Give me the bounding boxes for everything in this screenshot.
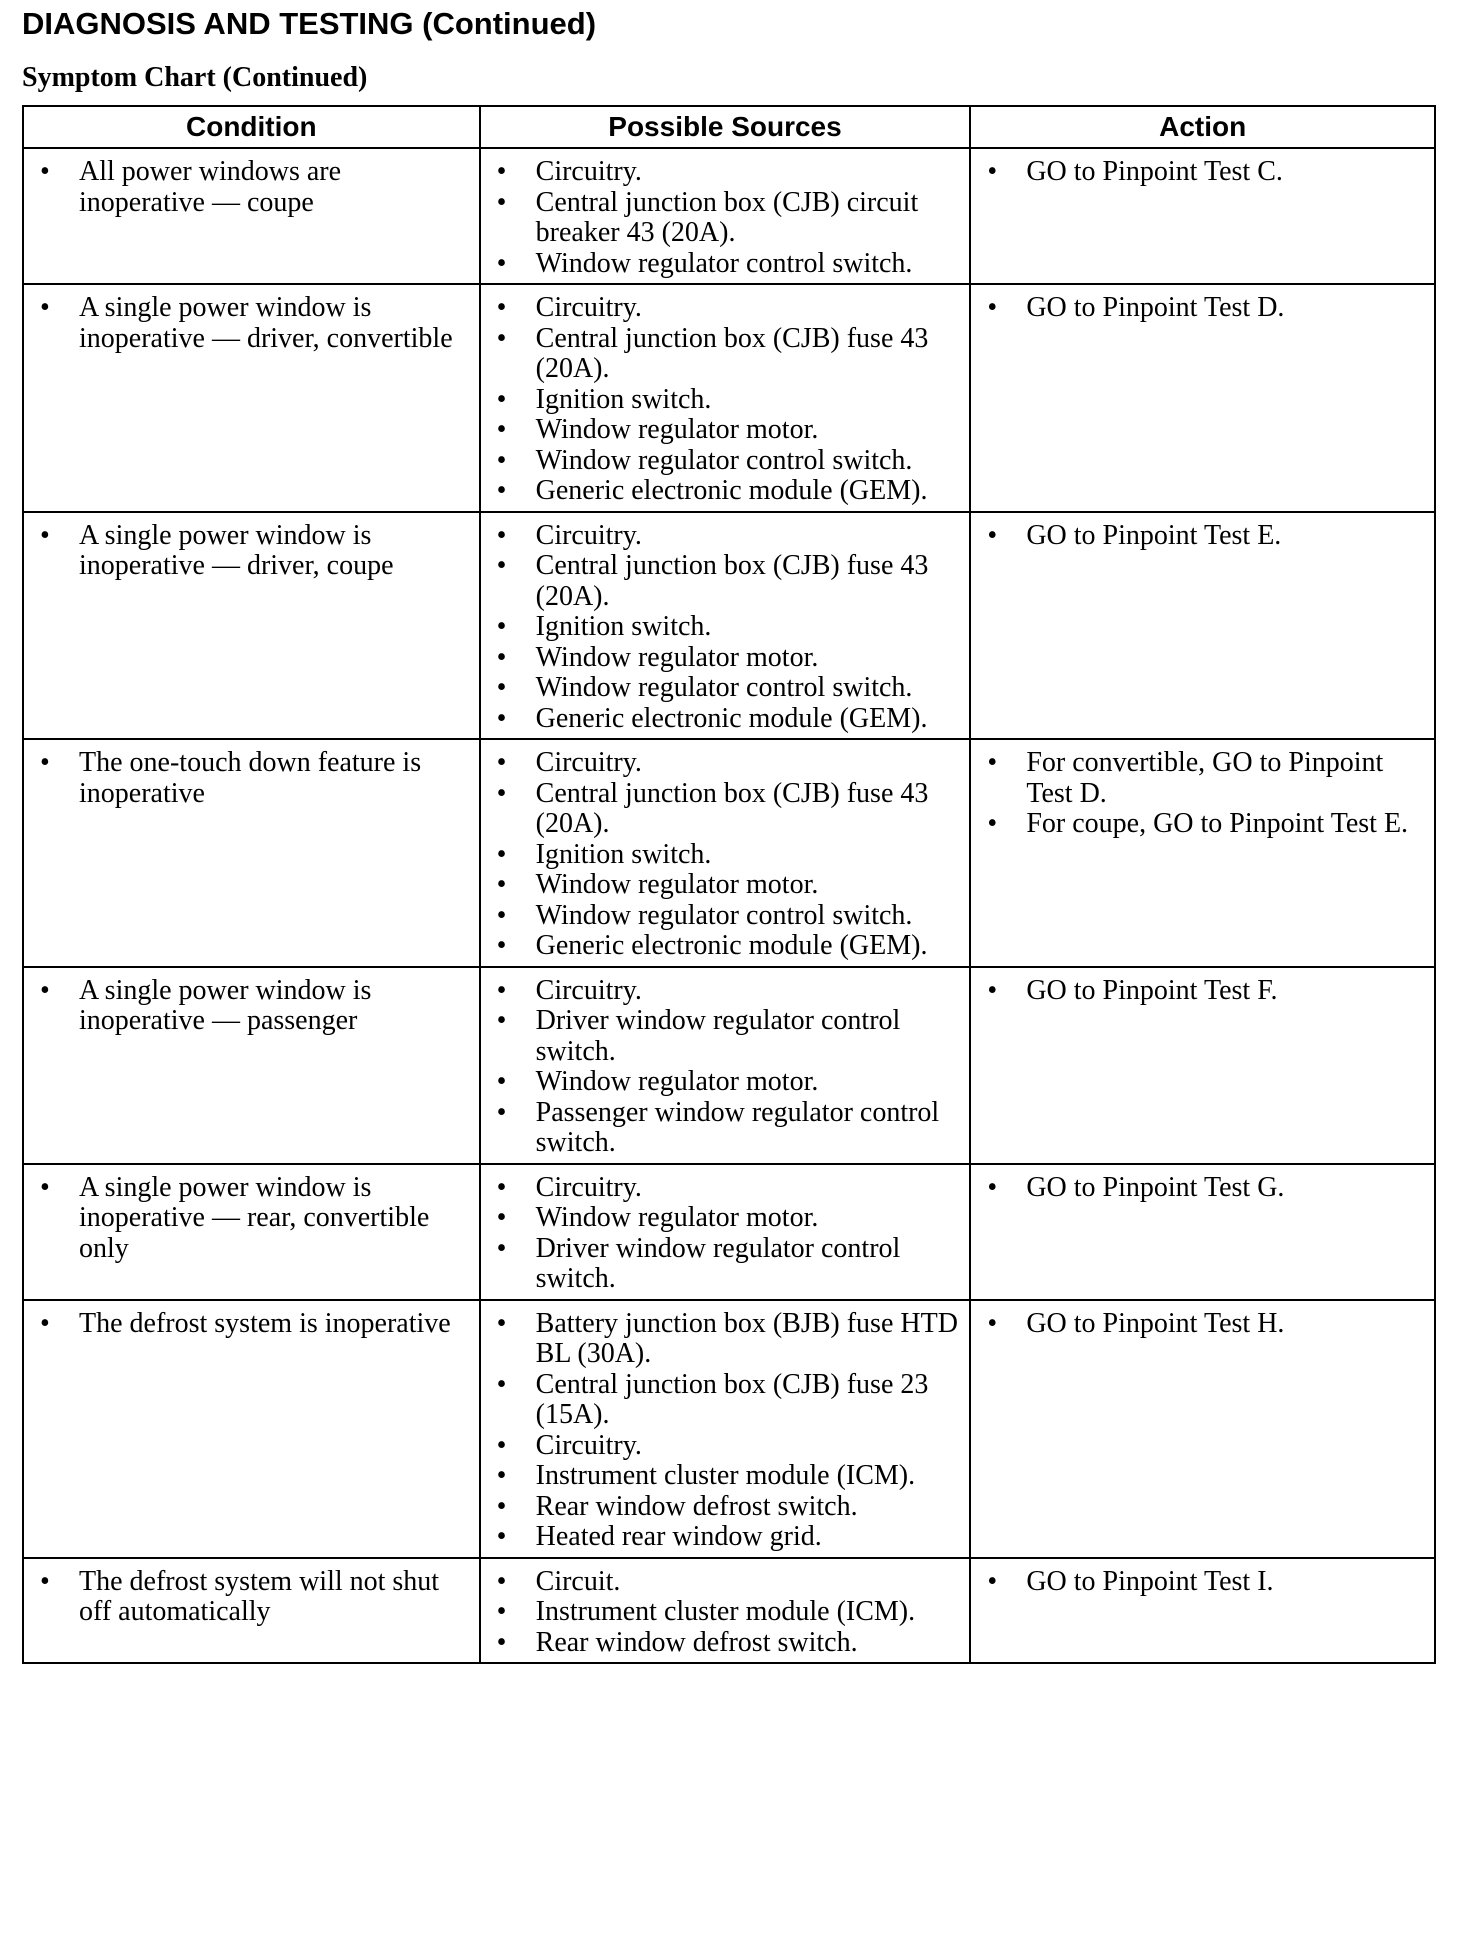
possible-sources-cell [480,148,971,284]
possible-sources-item: • Window regulator motor. [489,1067,962,1098]
condition-cell [23,512,480,740]
possible-sources-list [481,149,970,283]
column-header-action: Action [970,106,1435,148]
table-header-row [23,106,1435,148]
possible-sources-item: • Generic electronic module (GEM). [489,476,962,507]
condition-item: • The defrost system will not shut off automatically [32,1567,471,1628]
condition-cell [23,1300,480,1558]
possible-sources-list [481,285,970,511]
possible-sources-item: • Circuitry. [489,1431,962,1462]
table-row [23,512,1435,740]
symptom-chart-table [22,105,1436,1664]
condition-list [24,149,479,222]
condition-list [24,513,479,586]
condition-list [24,740,479,813]
action-cell [970,284,1435,512]
possible-sources-cell [480,1164,971,1300]
possible-sources-cell [480,967,971,1164]
condition-item: • All power windows are inoperative — coupe [32,157,471,218]
condition-cell [23,1164,480,1300]
possible-sources-item: • Instrument cluster module (ICM). [489,1597,962,1628]
table-row [23,148,1435,284]
condition-item: • The one-touch down feature is inoperative [32,748,471,809]
condition-cell [23,967,480,1164]
action-cell [970,512,1435,740]
condition-list [24,285,479,358]
action-list [971,513,1434,556]
possible-sources-item: • Central junction box (CJB) fuse 43 (20A). [489,551,962,612]
possible-sources-cell [480,1558,971,1664]
possible-sources-item: • Generic electronic module (GEM). [489,931,962,962]
possible-sources-item: • Central junction box (CJB) fuse 43 (20A). [489,324,962,385]
possible-sources-item: • Instrument cluster module (ICM). [489,1461,962,1492]
condition-list [24,1165,479,1269]
possible-sources-item: • Window regulator control switch. [489,901,962,932]
condition-item: • A single power window is inoperative — driver, convertible [32,293,471,354]
possible-sources-item: • Window regulator motor. [489,1203,962,1234]
possible-sources-cell [480,1300,971,1558]
column-header-possible-sources: Possible Sources [480,106,971,148]
action-cell [970,1558,1435,1664]
condition-item: • A single power window is inoperative — driver, coupe [32,521,471,582]
condition-cell [23,148,480,284]
possible-sources-item: • Circuitry. [489,157,962,188]
condition-item: • A single power window is inoperative — passenger [32,976,471,1037]
possible-sources-item: • Window regulator motor. [489,415,962,446]
possible-sources-item: • Window regulator control switch. [489,673,962,704]
possible-sources-list [481,1165,970,1299]
action-cell [970,739,1435,967]
action-list [971,968,1434,1011]
action-list [971,1165,1434,1208]
condition-item: • The defrost system is inoperative [32,1309,471,1340]
condition-list [24,1301,479,1344]
possible-sources-item: • Ignition switch. [489,840,962,871]
table-row [23,284,1435,512]
table-row [23,1558,1435,1664]
action-item: • GO to Pinpoint Test D. [979,293,1426,324]
action-list [971,1559,1434,1602]
possible-sources-item: • Central junction box (CJB) fuse 43 (20A). [489,779,962,840]
action-item: • GO to Pinpoint Test G. [979,1173,1426,1204]
action-cell [970,1164,1435,1300]
possible-sources-item: • Window regulator motor. [489,643,962,674]
table-row [23,967,1435,1164]
action-item: • For coupe, GO to Pinpoint Test E. [979,809,1426,840]
action-list [971,1301,1434,1344]
action-cell [970,967,1435,1164]
table-row [23,739,1435,967]
possible-sources-item: • Ignition switch. [489,385,962,416]
action-item: • GO to Pinpoint Test E. [979,521,1426,552]
table-body [23,148,1435,1663]
possible-sources-item: • Circuitry. [489,521,962,552]
possible-sources-cell [480,512,971,740]
condition-item: • A single power window is inoperative — rear, convertible only [32,1173,471,1265]
action-list [971,285,1434,328]
possible-sources-list [481,968,970,1163]
action-list [971,740,1434,844]
possible-sources-item: • Ignition switch. [489,612,962,643]
possible-sources-item: • Circuitry. [489,976,962,1007]
condition-list [24,968,479,1041]
page-title: DIAGNOSIS AND TESTING (Continued) [22,6,597,41]
possible-sources-item: • Driver window regulator control switch. [489,1234,962,1295]
possible-sources-item: • Circuitry. [489,1173,962,1204]
possible-sources-item: • Rear window defrost switch. [489,1492,962,1523]
possible-sources-item: • Circuitry. [489,748,962,779]
action-cell [970,148,1435,284]
possible-sources-item: • Circuit. [489,1567,962,1598]
column-header-condition: Condition [23,106,480,148]
table-row [23,1164,1435,1300]
action-item: • GO to Pinpoint Test H. [979,1309,1426,1340]
chart-title: Symptom Chart (Continued) [22,62,368,93]
action-item: • GO to Pinpoint Test I. [979,1567,1426,1598]
condition-cell [23,1558,480,1664]
possible-sources-item: • Central junction box (CJB) circuit breaker 43 (20A). [489,188,962,249]
condition-cell [23,739,480,967]
possible-sources-list [481,1559,970,1663]
possible-sources-item: • Battery junction box (BJB) fuse HTD BL (30A). [489,1309,962,1370]
possible-sources-item: • Window regulator control switch. [489,446,962,477]
possible-sources-item: • Central junction box (CJB) fuse 23 (15A). [489,1370,962,1431]
action-item: • GO to Pinpoint Test C. [979,157,1426,188]
possible-sources-item: • Heated rear window grid. [489,1522,962,1553]
possible-sources-list [481,513,970,739]
action-list [971,149,1434,192]
action-cell [970,1300,1435,1558]
possible-sources-item: • Window regulator motor. [489,870,962,901]
condition-cell [23,284,480,512]
action-item: • For convertible, GO to Pinpoint Test D. [979,748,1426,809]
table-row [23,1300,1435,1558]
possible-sources-item: • Window regulator control switch. [489,249,962,280]
possible-sources-item: • Circuitry. [489,293,962,324]
condition-list [24,1559,479,1632]
action-item: • GO to Pinpoint Test F. [979,976,1426,1007]
possible-sources-cell [480,284,971,512]
possible-sources-item: • Driver window regulator control switch. [489,1006,962,1067]
possible-sources-item: • Rear window defrost switch. [489,1628,962,1659]
possible-sources-list [481,740,970,966]
possible-sources-list [481,1301,970,1557]
possible-sources-item: • Passenger window regulator control switch. [489,1098,962,1159]
possible-sources-item: • Generic electronic module (GEM). [489,704,962,735]
possible-sources-cell [480,739,971,967]
